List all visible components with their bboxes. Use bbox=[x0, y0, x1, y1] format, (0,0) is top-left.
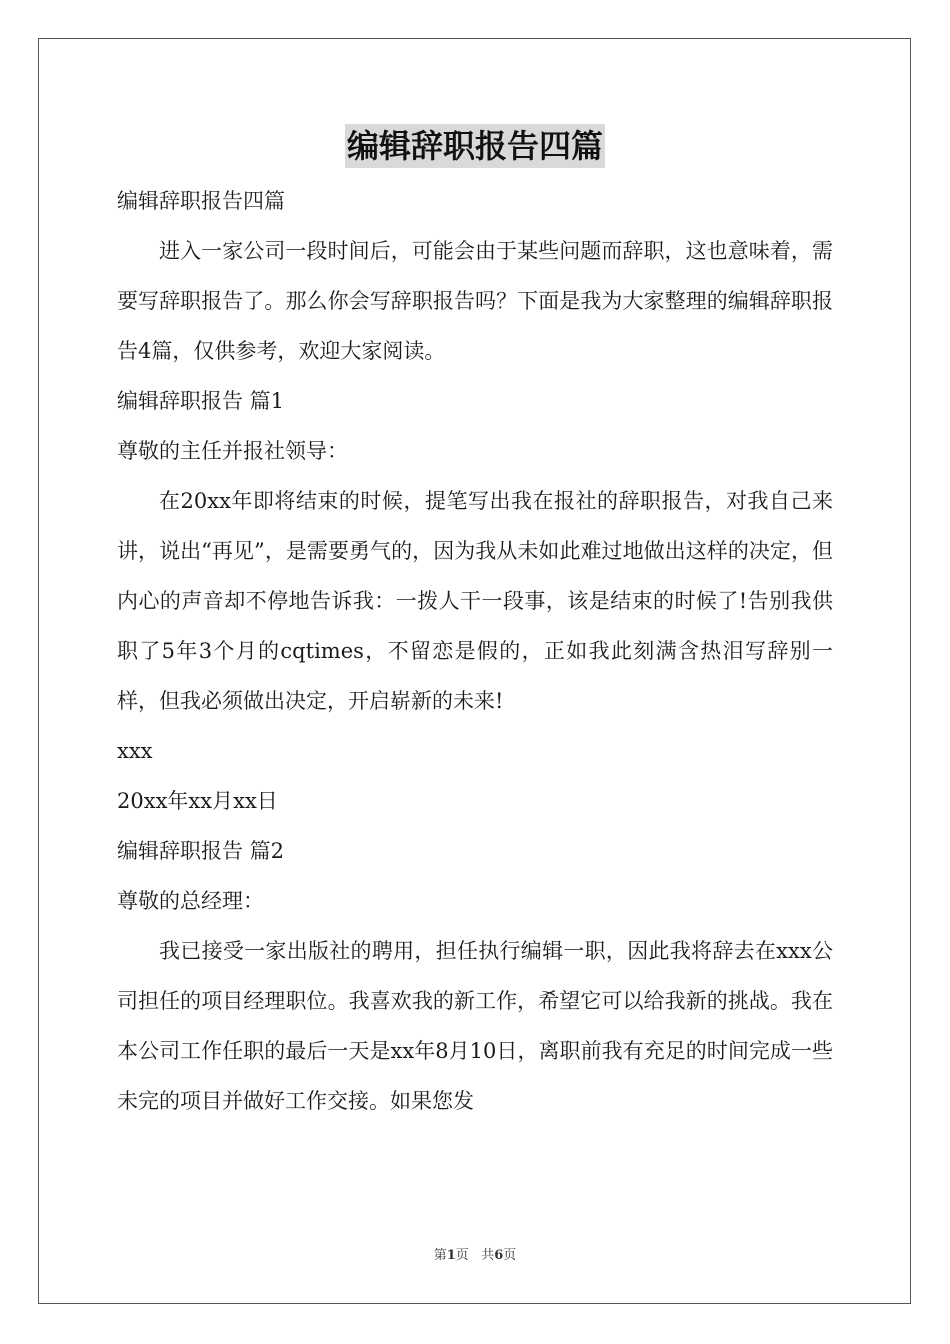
footer-page-unit: 页 bbox=[455, 1248, 469, 1263]
footer-page-total: 6 bbox=[494, 1248, 504, 1263]
intro-paragraph: 进入一家公司一段时间后，可能会由于某些问题而辞职，这也意味着，需要写辞职报告了。那么你会写辞职报告吗？下面是我为大家整理的编辑辞职报告4篇，仅供参考，欢迎大家阅读。 bbox=[117, 239, 833, 363]
section-heading-1: 编辑辞职报告 篇1 bbox=[117, 389, 285, 413]
document-body bbox=[117, 176, 833, 1126]
salutation-2: 尊敬的总经理： bbox=[117, 889, 264, 913]
signature-date: 20xx年xx月xx日 bbox=[117, 789, 278, 813]
footer-total-prefix: 共 bbox=[481, 1248, 495, 1263]
footer-page-prefix: 第 bbox=[433, 1248, 447, 1263]
subtitle-line: 编辑辞职报告四篇 bbox=[117, 189, 285, 213]
letter-1-body: 在20xx年即将结束的时候，提笔写出我在报社的辞职报告，对我自己来讲，说出“再见”，是需要勇气的，因为我从未如此难过地做出这样的决定，但内心的声音却不停地告诉我：一拨人干一段事，该是结束的时候了!告别我供职了5年3个月的cqtimes，不留恋是假的，正如我此刻满含热泪写辞别一样，但我必须做出决定，开启崭新的未来! bbox=[117, 489, 833, 713]
letter-2-body: 我已接受一家出版社的聘用，担任执行编辑一职，因此我将辞去在xxx公司担任的项目经理职位。我喜欢我的新工作，希望它可以给我新的挑战。我在本公司工作任职的最后一天是xx年8月10日，离职前我有充足的时间完成一些未完的项目并做好工作交接。如果您发 bbox=[117, 939, 833, 1113]
signature-name: xxx bbox=[117, 739, 153, 763]
document-title-wrap bbox=[0, 124, 950, 168]
footer-page-current: 1 bbox=[446, 1248, 456, 1263]
footer-total-unit: 页 bbox=[503, 1248, 517, 1263]
section-heading-2: 编辑辞职报告 篇2 bbox=[117, 839, 285, 863]
salutation-1: 尊敬的主任并报社领导： bbox=[117, 439, 348, 463]
document-title: 编辑辞职报告四篇 bbox=[345, 124, 605, 168]
page-footer bbox=[0, 1244, 950, 1263]
